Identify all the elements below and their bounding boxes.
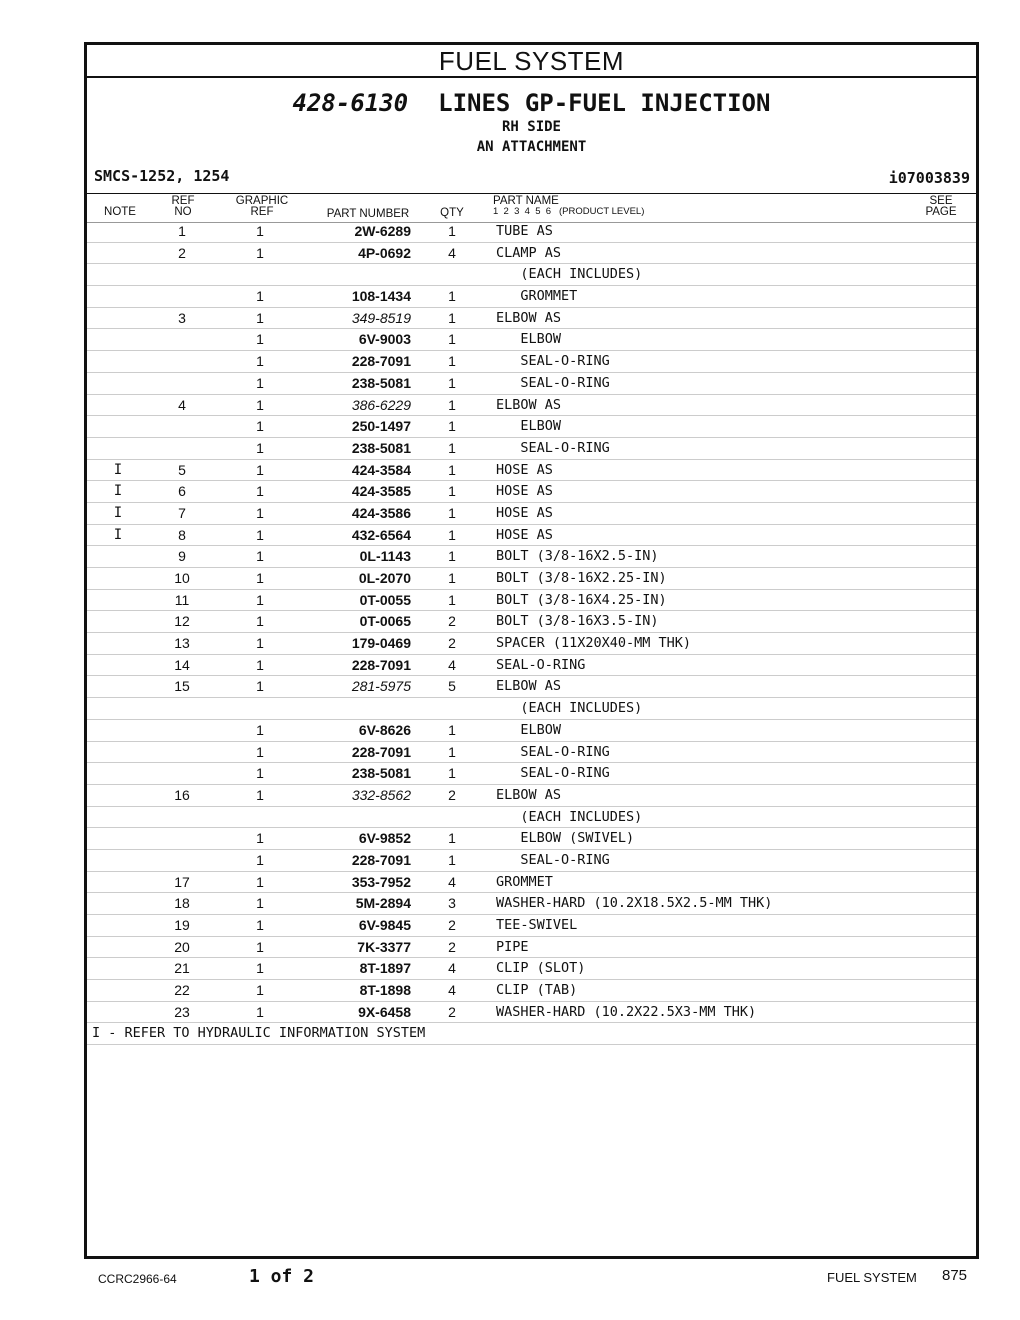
table-row bbox=[87, 438, 976, 460]
qty-cell: 1 bbox=[448, 396, 456, 413]
ref-no-cell: 1 bbox=[178, 223, 186, 239]
part-name-cell: BOLT (3/8-16X2.25-IN) bbox=[496, 570, 667, 586]
graphic-ref-cell: 1 bbox=[256, 765, 264, 782]
table-header bbox=[87, 193, 976, 223]
part-name-cell: CLIP (TAB) bbox=[496, 982, 578, 999]
ref-no-cell: 16 bbox=[174, 786, 190, 803]
header-note: NOTE bbox=[104, 206, 136, 218]
table-row bbox=[87, 264, 976, 286]
part-name-cell: ELBOW bbox=[496, 331, 562, 348]
graphic-ref-cell: 1 bbox=[256, 721, 264, 738]
ref-no-cell: 7 bbox=[178, 504, 186, 521]
graphic-ref-cell: 1 bbox=[256, 830, 264, 847]
part-name-cell: SEAL-O-RING bbox=[496, 743, 610, 760]
qty-cell: 2 bbox=[448, 1003, 456, 1020]
table-row bbox=[87, 655, 976, 677]
part-number-cell: 179-0469 bbox=[351, 635, 411, 652]
graphic-ref-cell: 1 bbox=[256, 570, 264, 586]
graphic-ref-cell: 1 bbox=[256, 743, 264, 760]
part-number-cell: 424-3584 bbox=[351, 461, 411, 478]
qty-cell: 1 bbox=[448, 591, 456, 608]
table-row bbox=[87, 720, 976, 742]
part-name-cell: CLAMP AS bbox=[496, 244, 562, 261]
part-name-cell: TUBE AS bbox=[496, 223, 553, 239]
table-row bbox=[87, 850, 976, 872]
part-number-cell: 386-6229 bbox=[351, 396, 411, 413]
table-row bbox=[87, 828, 976, 850]
table-row bbox=[87, 785, 976, 807]
table-row bbox=[87, 503, 976, 525]
part-number-cell: 432-6564 bbox=[351, 526, 411, 543]
part-name-cell: HOSE AS bbox=[496, 483, 553, 500]
part-number-cell: 0T-0065 bbox=[359, 613, 411, 630]
note-legend-row bbox=[87, 1023, 976, 1045]
qty-cell: 1 bbox=[448, 461, 456, 478]
qty-cell: 1 bbox=[448, 483, 456, 500]
graphic-ref-cell: 1 bbox=[256, 613, 264, 630]
part-name-cell: BOLT (3/8-16X3.5-IN) bbox=[496, 613, 659, 630]
table-row bbox=[87, 460, 976, 482]
table-part-number: 428-6130 bbox=[292, 89, 409, 117]
note-cell: I bbox=[113, 504, 123, 521]
part-name-cell: ELBOW AS bbox=[496, 309, 562, 326]
table-row bbox=[87, 872, 976, 894]
part-name-cell: SEAL-O-RING bbox=[496, 374, 610, 391]
qty-cell: 1 bbox=[448, 830, 456, 847]
qty-cell: 2 bbox=[448, 938, 456, 955]
subtitle-side: RH SIDE bbox=[501, 119, 561, 135]
page-frame bbox=[84, 42, 979, 1259]
part-number-cell: 0L-2070 bbox=[358, 570, 411, 586]
qty-cell: 2 bbox=[448, 635, 456, 652]
ref-no-cell: 19 bbox=[174, 917, 190, 933]
part-number-cell: 9X-6458 bbox=[358, 1003, 411, 1020]
part-number-cell: 7K-3377 bbox=[357, 938, 411, 955]
qty-cell: 1 bbox=[448, 765, 456, 782]
graphic-ref-cell: 1 bbox=[256, 374, 264, 391]
header-ref-2: NO bbox=[174, 206, 192, 218]
part-name-cell: TEE-SWIVEL bbox=[496, 917, 578, 933]
ref-no-cell: 10 bbox=[174, 570, 190, 586]
table-row bbox=[87, 416, 976, 438]
graphic-ref-cell: 1 bbox=[256, 353, 264, 370]
part-name-cell: HOSE AS bbox=[496, 504, 553, 521]
part-number-cell: 238-5081 bbox=[351, 765, 411, 782]
part-number-cell: 424-3586 bbox=[351, 504, 411, 521]
ref-no-cell: 4 bbox=[178, 396, 186, 413]
graphic-ref-cell: 1 bbox=[256, 786, 264, 803]
qty-cell: 3 bbox=[448, 895, 456, 912]
part-name-cell: SPACER (11X20X40-MM THK) bbox=[496, 635, 692, 652]
part-number-cell: 228-7091 bbox=[351, 851, 411, 868]
ref-no-cell: 9 bbox=[178, 548, 186, 565]
table-row bbox=[87, 742, 976, 764]
graphic-ref-cell: 1 bbox=[256, 548, 264, 565]
part-name-cell: WASHER-HARD (10.2X22.5X3-MM THK) bbox=[496, 1003, 757, 1020]
table-row bbox=[87, 329, 976, 351]
part-number-cell: 6V-9003 bbox=[358, 331, 411, 348]
header-ref-1: REF bbox=[171, 195, 195, 207]
ref-no-cell: 13 bbox=[174, 635, 190, 652]
qty-cell: 2 bbox=[448, 917, 456, 933]
part-number-cell: 6V-8626 bbox=[358, 721, 411, 738]
qty-cell: 4 bbox=[448, 873, 456, 890]
part-number-cell: 228-7091 bbox=[351, 743, 411, 760]
part-name-cell: ELBOW bbox=[496, 721, 562, 738]
ref-no-cell: 12 bbox=[174, 613, 190, 630]
part-name-cell: (EACH INCLUDES) bbox=[496, 700, 643, 717]
part-number-cell: 6V-9852 bbox=[358, 830, 411, 847]
table-row bbox=[87, 373, 976, 395]
qty-cell: 1 bbox=[448, 418, 456, 435]
part-number-cell: 250-1497 bbox=[351, 418, 411, 435]
part-number-cell: 349-8519 bbox=[351, 309, 411, 326]
table-row bbox=[87, 395, 976, 417]
graphic-ref-cell: 1 bbox=[256, 244, 264, 261]
part-name-cell: ELBOW AS bbox=[496, 396, 562, 413]
ref-no-cell: 21 bbox=[174, 960, 190, 977]
header-part-name: PART NAME bbox=[493, 195, 559, 207]
graphic-ref-cell: 1 bbox=[256, 396, 264, 413]
ref-no-cell: 11 bbox=[174, 591, 190, 608]
graphic-ref-cell: 1 bbox=[256, 873, 264, 890]
qty-cell: 1 bbox=[448, 851, 456, 868]
ref-no-cell: 6 bbox=[178, 483, 186, 500]
subtitle-attachment: AN ATTACHMENT bbox=[476, 139, 587, 155]
part-number-cell: 228-7091 bbox=[351, 656, 411, 673]
note-cell: I bbox=[113, 461, 123, 478]
header-graphic-1: GRAPHIC bbox=[235, 195, 289, 207]
page-of: 1 of 2 bbox=[249, 1266, 315, 1287]
table-row bbox=[87, 763, 976, 785]
ref-no-cell: 14 bbox=[174, 656, 190, 673]
part-number-cell: 108-1434 bbox=[351, 288, 411, 305]
table-row bbox=[87, 807, 976, 829]
ref-no-cell: 8 bbox=[178, 526, 186, 543]
graphic-ref-cell: 1 bbox=[256, 461, 264, 478]
header-qty: QTY bbox=[440, 207, 464, 219]
header-part-number: PART NUMBER bbox=[326, 208, 410, 220]
table-row bbox=[87, 1002, 976, 1024]
qty-cell: 4 bbox=[448, 656, 456, 673]
qty-cell: 1 bbox=[448, 353, 456, 370]
header-product-level: 1 2 3 4 5 6 (PRODUCT LEVEL) bbox=[493, 206, 645, 217]
part-number-cell: 5M-2894 bbox=[355, 895, 411, 912]
part-name-cell: ELBOW bbox=[496, 418, 562, 435]
ref-no-cell: 20 bbox=[174, 938, 190, 955]
qty-cell: 1 bbox=[448, 570, 456, 586]
graphic-ref-cell: 1 bbox=[256, 331, 264, 348]
table-row bbox=[87, 937, 976, 959]
part-name-cell: PIPE bbox=[496, 938, 529, 955]
part-number-cell: 8T-1897 bbox=[359, 960, 411, 977]
part-number-cell: 8T-1898 bbox=[359, 982, 411, 999]
qty-cell: 1 bbox=[448, 743, 456, 760]
table-row bbox=[87, 243, 976, 265]
graphic-ref-cell: 1 bbox=[256, 851, 264, 868]
header-see-1: SEE bbox=[929, 195, 953, 207]
page-number: 875 bbox=[942, 1267, 968, 1284]
ref-no-cell: 18 bbox=[174, 895, 190, 912]
part-number-cell: 2W-6289 bbox=[354, 223, 411, 239]
table-row bbox=[87, 286, 976, 308]
part-name-cell: BOLT (3/8-16X4.25-IN) bbox=[496, 591, 667, 608]
part-name-cell: GROMMET bbox=[496, 873, 553, 890]
table-row bbox=[87, 915, 976, 937]
graphic-ref-cell: 1 bbox=[256, 504, 264, 521]
part-name-cell: SEAL-O-RING bbox=[496, 439, 610, 456]
qty-cell: 1 bbox=[448, 309, 456, 326]
part-name-cell: SEAL-O-RING bbox=[496, 765, 610, 782]
ref-no-cell: 5 bbox=[178, 461, 186, 478]
qty-cell: 2 bbox=[448, 613, 456, 630]
qty-cell: 1 bbox=[448, 223, 456, 239]
ref-no-cell: 3 bbox=[178, 309, 186, 326]
graphic-ref-cell: 1 bbox=[256, 678, 264, 695]
ref-no-cell: 15 bbox=[174, 678, 190, 695]
graphic-ref-cell: 1 bbox=[256, 309, 264, 326]
document-id: CCRC2966-64 bbox=[98, 1272, 177, 1286]
table-row bbox=[87, 590, 976, 612]
parts-table bbox=[87, 221, 976, 1045]
part-number-cell: 0T-0055 bbox=[359, 591, 411, 608]
graphic-ref-cell: 1 bbox=[256, 418, 264, 435]
part-name-cell: SEAL-O-RING bbox=[496, 851, 610, 868]
part-number-cell: 238-5081 bbox=[351, 374, 411, 391]
table-name: LINES GP-FUEL INJECTION bbox=[438, 89, 771, 117]
table-row bbox=[87, 351, 976, 373]
part-name-cell: HOSE AS bbox=[496, 461, 553, 478]
part-name-cell: WASHER-HARD (10.2X18.5X2.5-MM THK) bbox=[496, 895, 773, 912]
graphic-ref-cell: 1 bbox=[256, 591, 264, 608]
qty-cell: 4 bbox=[448, 982, 456, 999]
part-name-cell: BOLT (3/8-16X2.5-IN) bbox=[496, 548, 659, 565]
qty-cell: 2 bbox=[448, 786, 456, 803]
part-number-cell: 353-7952 bbox=[351, 873, 411, 890]
qty-cell: 1 bbox=[448, 721, 456, 738]
part-number-cell: 332-8562 bbox=[351, 786, 411, 803]
part-name-cell: ELBOW AS bbox=[496, 786, 562, 803]
note-cell: I bbox=[113, 526, 123, 543]
table-row bbox=[87, 958, 976, 980]
part-name-cell: SEAL-O-RING bbox=[496, 656, 586, 673]
part-name-cell: ELBOW AS bbox=[496, 678, 562, 695]
table-row bbox=[87, 481, 976, 503]
qty-cell: 1 bbox=[448, 331, 456, 348]
ref-no-cell: 2 bbox=[178, 244, 186, 261]
note-legend: I - REFER TO HYDRAULIC INFORMATION SYSTEM bbox=[92, 1025, 426, 1042]
part-number-cell: 281-5975 bbox=[351, 678, 411, 695]
qty-cell: 5 bbox=[448, 678, 456, 695]
qty-cell: 1 bbox=[448, 288, 456, 305]
part-number-cell: 4P-0692 bbox=[358, 244, 411, 261]
part-number-cell: 228-7091 bbox=[351, 353, 411, 370]
table-row bbox=[87, 221, 976, 243]
table-row bbox=[87, 308, 976, 330]
graphic-ref-cell: 1 bbox=[256, 483, 264, 500]
part-number-cell: 424-3585 bbox=[351, 483, 411, 500]
qty-cell: 1 bbox=[448, 526, 456, 543]
table-row bbox=[87, 676, 976, 698]
part-name-cell: CLIP (SLOT) bbox=[496, 960, 586, 977]
qty-cell: 1 bbox=[448, 374, 456, 391]
part-name-cell: ELBOW (SWIVEL) bbox=[496, 830, 635, 847]
graphic-ref-cell: 1 bbox=[256, 938, 264, 955]
graphic-ref-cell: 1 bbox=[256, 1003, 264, 1020]
ref-no-cell: 17 bbox=[174, 873, 190, 890]
qty-cell: 1 bbox=[448, 548, 456, 565]
graphic-ref-cell: 1 bbox=[256, 982, 264, 999]
graphic-ref-cell: 1 bbox=[256, 917, 264, 933]
graphic-ref-cell: 1 bbox=[256, 656, 264, 673]
part-name-cell: GROMMET bbox=[496, 288, 578, 305]
part-number-cell: 6V-9845 bbox=[358, 917, 411, 933]
graphic-ref-cell: 1 bbox=[256, 288, 264, 305]
header-graphic-2: REF bbox=[250, 206, 274, 218]
qty-cell: 4 bbox=[448, 244, 456, 261]
table-title bbox=[87, 89, 976, 117]
ref-no-cell: 23 bbox=[174, 1003, 190, 1020]
table-row bbox=[87, 893, 976, 915]
part-name-cell: (EACH INCLUDES) bbox=[496, 266, 643, 283]
graphic-ref-cell: 1 bbox=[256, 526, 264, 543]
ref-no-cell: 22 bbox=[174, 982, 190, 999]
table-row bbox=[87, 980, 976, 1002]
graphic-ref-cell: 1 bbox=[256, 223, 264, 239]
part-number-cell: 0L-1143 bbox=[359, 548, 411, 565]
graphic-ref-cell: 1 bbox=[256, 439, 264, 456]
qty-cell: 1 bbox=[448, 439, 456, 456]
smcs-code: SMCS-1252, 1254 bbox=[94, 167, 230, 185]
table-row bbox=[87, 546, 976, 568]
section-title: FUEL SYSTEM bbox=[87, 45, 976, 78]
part-name-cell: SEAL-O-RING bbox=[496, 353, 610, 370]
graphic-ref-cell: 1 bbox=[256, 895, 264, 912]
graphic-ref-cell: 1 bbox=[256, 960, 264, 977]
table-row bbox=[87, 633, 976, 655]
part-number-cell: 238-5081 bbox=[351, 439, 411, 456]
table-row bbox=[87, 611, 976, 633]
qty-cell: 1 bbox=[448, 504, 456, 521]
illustration-id: i07003839 bbox=[888, 169, 970, 187]
note-cell: I bbox=[113, 483, 123, 500]
table-row bbox=[87, 698, 976, 720]
graphic-ref-cell: 1 bbox=[256, 635, 264, 652]
header-see-2: PAGE bbox=[925, 206, 957, 218]
footer-section: FUEL SYSTEM bbox=[827, 1270, 917, 1285]
part-name-cell: (EACH INCLUDES) bbox=[496, 808, 643, 825]
table-row bbox=[87, 568, 976, 590]
part-name-cell: HOSE AS bbox=[496, 526, 553, 543]
qty-cell: 4 bbox=[448, 960, 456, 977]
table-row bbox=[87, 525, 976, 547]
